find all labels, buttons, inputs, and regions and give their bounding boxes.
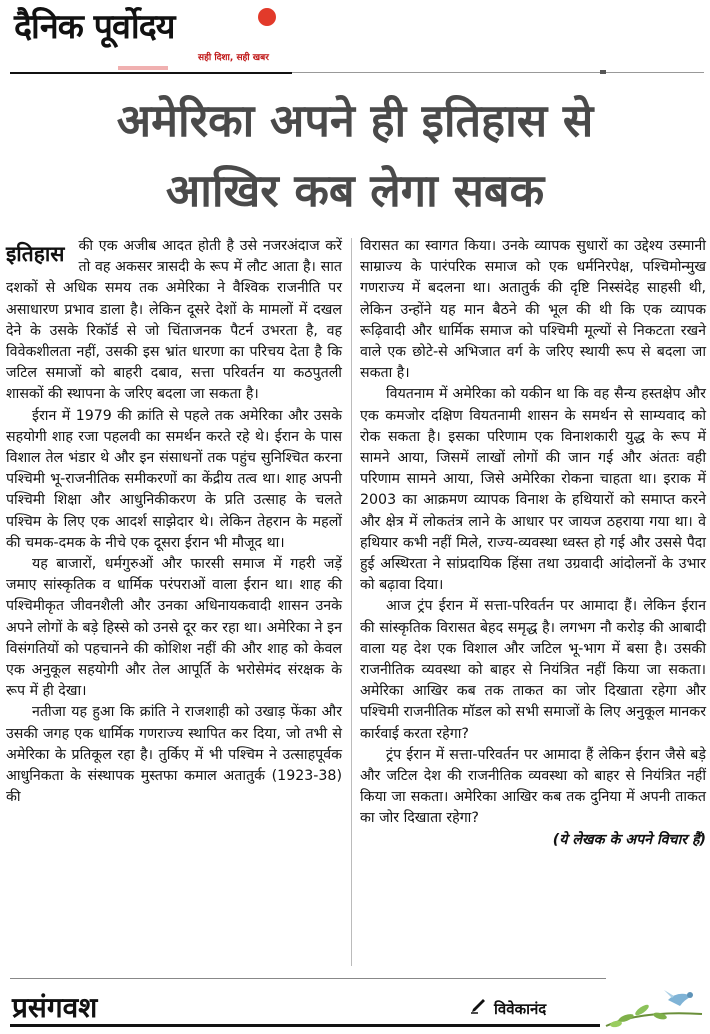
article-paragraph: विरासत का स्वागत किया। उनके व्यापक सुधारों का उद्देश्य उस्मानी साम्राज्य के पारंपरिक समाज को एक धर्मनिरपेक्ष, पश्चिमोन्मुख गणराज्य में बदलना था। अतातुर्क की दृष्टि निस्संदेह साहसी थी, लेकिन उन्होंने यह मान बैठने की भूल की थी कि एक व्यापक रूढ़िवादी और धार्मिक समाज को पश्चिमी मूल्यों से निकटता रखने वाले एक छोटे-से अभिजात वर्ग के जरिए स्थायी रूप से बदला जा सकता है। — [360, 238, 706, 382]
article-column-left — [6, 236, 342, 808]
article-paragraph — [6, 236, 342, 406]
column-divider — [351, 238, 352, 966]
article-paragraph: ट्रंप ईरान में सत्ता-परिवर्तन पर आमादा हैं लेकिन ईरान जैसे बड़े और जटिल देश की राजनीतिक व्यवस्था को बाहर से नियंत्रित नहीं किया जा सकता। अमेरिका आखिर कब तक दुनिया में अपनी ताकत का जोर दिखाता रहेगा? — [360, 746, 706, 827]
headline-line-2: आखिर कब लेगा सबक — [165, 164, 545, 217]
headline-line-1: अमेरिका अपने ही इतिहास से — [116, 94, 594, 147]
masthead-rule — [10, 72, 292, 74]
footer-top-rule — [10, 978, 606, 979]
article-paragraph: ईरान में 1979 की क्रांति से पहले तक अमेरिका और उसके सहयोगी शाह रजा पहलवी का समर्थन करते रहे थे। ईरान के पास विशाल तेल भंडार थे और इन संसाधनों तक पहुंच सुनिश्चित करना पश्चिमी भू-राजनीतिक समीकरणों का केंद्रीय तत्व था। शाह अपनी पश्चिमी शिक्षा और आधुनिकीकरण के प्रति उत्साह के चलते पश्चिम के लिए एक आदर्श साझेदार थे। लेकिन तेहरान के महलों की चमक-दमक के नीचे एक दूसरा ईरान भी मौजूद था। — [6, 407, 342, 551]
article-column-right — [360, 236, 706, 851]
article-paragraph: आज ट्रंप ईरान में सत्ता-परिवर्तन पर आमादा हैं। लेकिन ईरान की सांस्कृतिक विरासत बेहद समृद्ध है। लगभग नौ करोड़ की आबादी वाला यह देश एक विशाल और जटिल भू-भाग में बसा है। उसकी राजनीतिक व्यवस्था को बाहर से नियंत्रित नहीं किया जा सकता। अमेरिका आखिर कब तक ताकत का जोर दिखाता रहेगा और पश्चिमी राजनीतिक मॉडल को सभी समाजों के लिए अनुकूल मानकर कार्रवाई करता रहेगा? — [360, 598, 706, 742]
logo-sun-icon — [258, 8, 276, 26]
drop-word: इतिहास — [6, 242, 65, 266]
section-title: प्रसंगवश — [12, 991, 98, 1024]
newspaper-tagline: सही दिशा, सही खबर — [198, 53, 269, 63]
article-paragraph: वियतनाम में अमेरिका को यकीन था कि वह सैन्य हस्तक्षेप और एक कमजोर दक्षिण वियतनामी शासन के समर्थन से साम्यवाद को रोक सकता है। इसका परिणाम एक विनाशकारी युद्ध के रूप में सामने आया, जिसमें लाखों लोगों की जान गई और अंततः वही परिणाम सामने आया, जिसे अमेरिका रोकना चाहता था। इराक में 2003 का आक्रमण व्यापक विनाश के हथियारों को समाप्त करने और क्षेत्र में लोकतंत्र लाने के आधार पर जायज ठहराया गया था। वे हथियार कभी नहीं मिले, राज्य-व्यवस्था ध्वस्त हो गई और उससे पैदा हुई अस्थिरता ने सांप्रदायिक हिंसा तथा उग्रवादी आंदोलनों के उभार को बढ़ावा दिया। — [360, 386, 706, 594]
paragraph-text: की एक अजीब आदत होती है उसे नजरअंदाज करें तो वह अकसर त्रासदी के रूप में लौट आता है। सात दशकों से अधिक समय तक अमेरिका ने वैश्विक राजनीति पर असाधारण प्रभाव डाला है। लेकिन दूसरे देशों के मामलों में दखल देने के उसके रिकॉर्ड से जो चिंताजनक पैटर्न उभरता है, वह विवेकशीलता नहीं, उसकी इस भ्रांत धारणा का परिचय देता है कि जटिल समाजों को बाहरी दबाव, सत्ता परिवर्तन या कठपुतली शासकों की स्थापना के जरिए बदला जा सकता है। — [6, 238, 342, 403]
author-disclaimer: (ये लेखक के अपने विचार हैं) — [552, 831, 706, 848]
article-paragraph: यह बाजारों, धर्मगुरुओं और फारसी समाज में गहरी जड़ें जमाए सांस्कृतिक व धार्मिक परंपराओं वाला ईरान था। शाह की पश्चिमीकृत जीवनशैली और उनका अधिनायकवादी शासन उनके अपने लोगों के बड़े हिस्से को उनसे दूर कर रहा था। अमेरिका ने इन विसंगतियों को पहचानने की कोशिश नहीं की और शाह को केवल एक अनुकूल सहयोगी और तेल आपूर्ति के भरोसेमंद संरक्षक के रूप में ही देखा। — [6, 556, 342, 700]
article-headline — [0, 86, 710, 226]
column-footer — [0, 978, 710, 1034]
masthead-accent-bar — [118, 66, 168, 70]
pen-icon — [470, 998, 488, 1018]
footer-rule — [10, 1024, 600, 1027]
bird-branch-illustration-icon — [602, 980, 706, 1032]
newspaper-logo: दैनिक पूर्वोदय — [14, 7, 175, 47]
masthead-tick — [600, 70, 606, 74]
article-paragraph: नतीजा यह हुआ कि क्रांति ने राजशाही को उखाड़ फेंका और उसकी जगह एक धार्मिक गणराज्य स्थापित कर दिया, जो तभी से अमेरिका के प्रतिकूल रहा है। तुर्किए में भी पश्चिम ने उत्साहपूर्वक आधुनिकता के संस्थापक मुस्तफा कमाल अतातुर्क (1923-38) की — [6, 704, 342, 806]
author-name: विवेकानंद — [494, 1000, 547, 1018]
author-byline — [470, 998, 546, 1019]
masthead-rule-thin — [292, 72, 704, 73]
masthead — [0, 0, 710, 74]
